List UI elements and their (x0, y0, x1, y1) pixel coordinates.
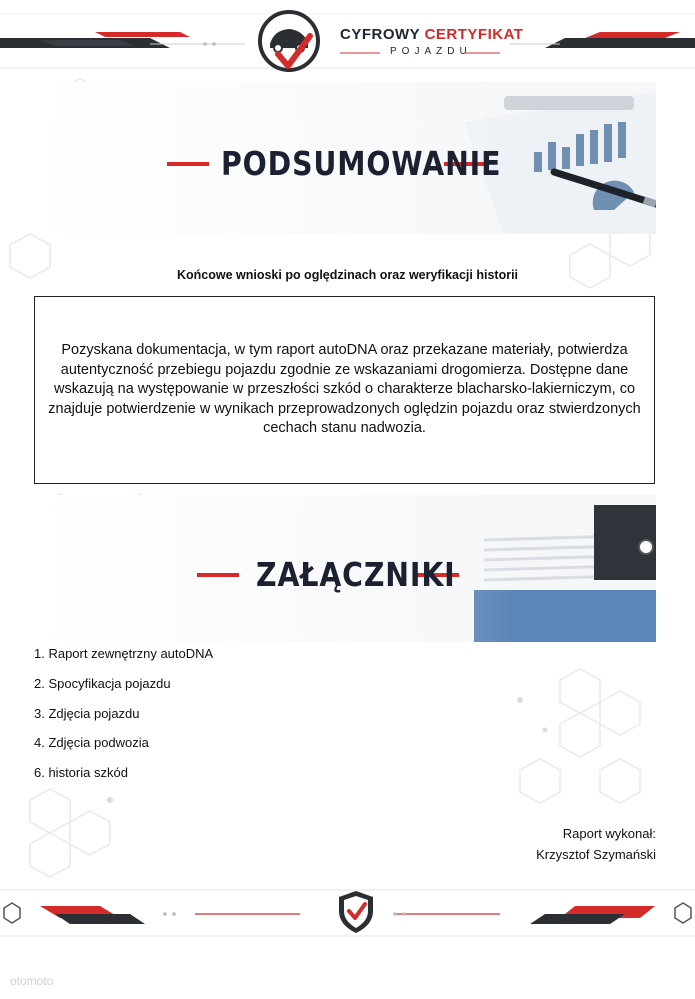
list-item: 1. Raport zewnętrzny autoDNA (34, 646, 214, 661)
summary-subtitle: Końcowe wnioski po oględzinach oraz weryfikacji historii (176, 268, 519, 282)
brand-title: CYFROWY CERTYFIKAT (340, 26, 524, 43)
attachments-banner (34, 495, 656, 642)
page-header (0, 0, 695, 80)
signature-name: Krzysztof Szymański (536, 847, 656, 862)
summary-text: Pozyskana dokumentacja, w tym raport autoDNA oraz przekazane materiały, potwierdza autentyczność przebiegu pojazdu zgodnie ze wskazaniami drogomierza. Dostępne dane wskazują na występowanie w przeszłości szkód o charakterze blacharsko-lakierniczym, co znajduje potwierdzenie w wynikach przeprowadzonych oględzin pojazdu oraz stwierdzonych cechach stanu nadwozia. (48, 342, 641, 437)
list-item: 2. Spocyfikacja pojazdu (34, 675, 171, 691)
signature-label: Raport wykonał: (562, 826, 656, 841)
brand-subtitle-lines (340, 50, 500, 56)
brand-subtitle: POJAZDU (390, 46, 472, 57)
summary-box (34, 296, 655, 484)
summary-banner (34, 82, 656, 234)
signature-block (536, 823, 656, 865)
check-shield-icon (336, 889, 376, 935)
page-footer (0, 878, 695, 948)
attachments-banner-title: ZAŁĄCZNIKI (256, 555, 456, 594)
list-item: 3. Zdjęcia pojazdu (34, 705, 140, 721)
list-item: 4. Zdjęcia podwozia (34, 735, 149, 751)
attachments-list (34, 645, 213, 794)
watermark: otomoto (10, 974, 54, 988)
list-item: 6. historia szkód (34, 765, 128, 781)
car-shield-logo-icon (256, 8, 322, 74)
summary-banner-title: PODSUMOWANIE (221, 144, 502, 183)
